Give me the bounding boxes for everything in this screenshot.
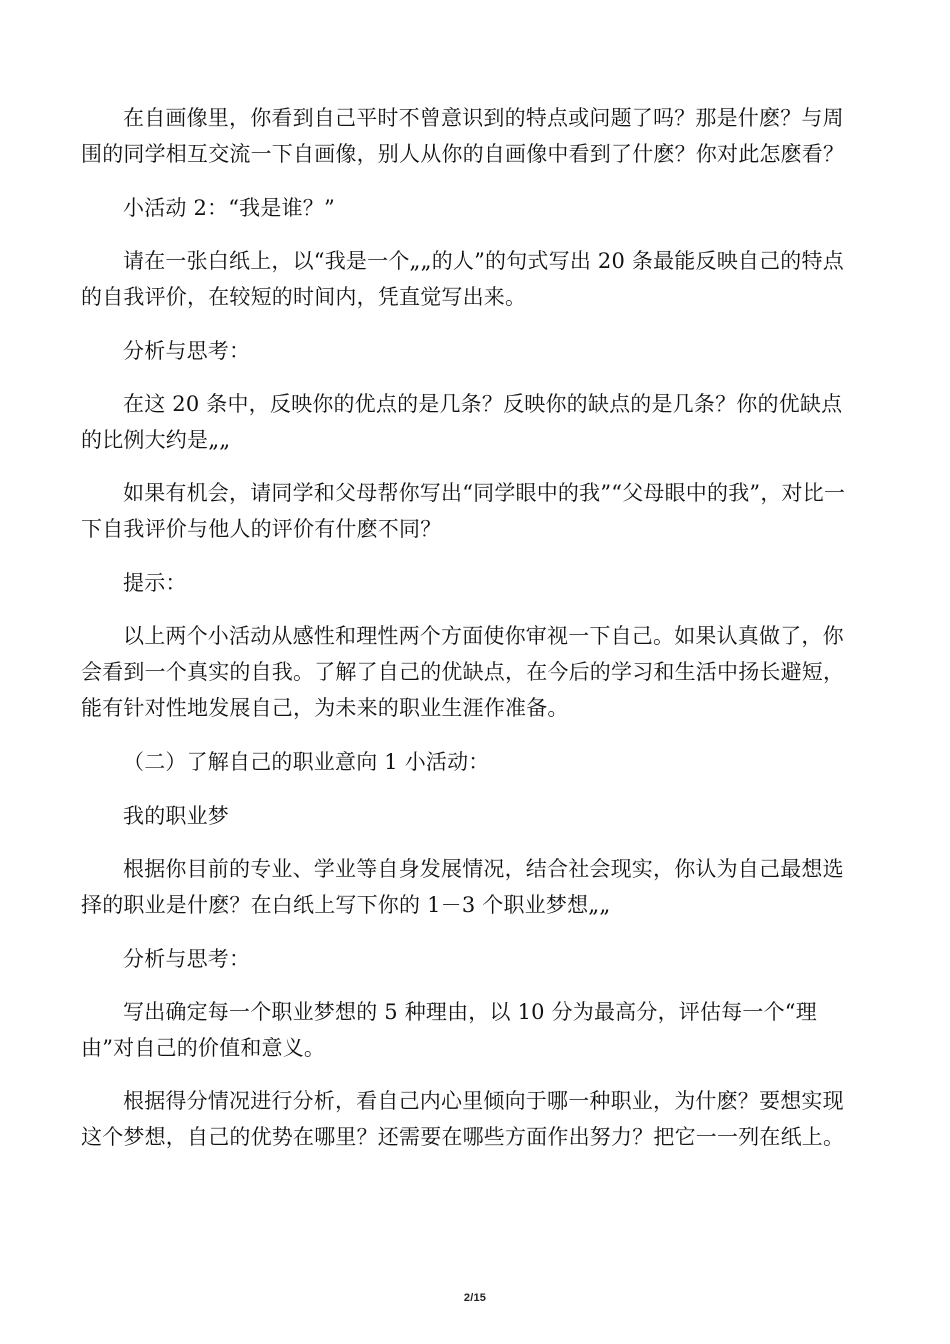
paragraph-tip-content: 以上两个小活动从感性和理性两个方面使你审视一下自己。如果认真做了，你会看到一个真实的自我。了解了自己的优缺点，在今后的学习和生活中扬长避短，能有针对性地发展自己，为未来的职业生涯作准备。 (81, 624, 845, 720)
paragraph-career-dream-instructions: 根据你目前的专业、学业等自身发展情况，结合社会现实，你认为自己最想选择的职业是什麽？在白纸上写下你的 1－3 个职业梦想„„ (81, 857, 844, 917)
paragraph-activity-2-title: 小活动 2：“我是谁？” (123, 196, 335, 220)
document-body (81, 100, 857, 1155)
page-number: 2/15 (463, 1292, 487, 1304)
paragraph-analysis-heading-2: 分析与思考： (123, 947, 251, 971)
paragraph-section-2-title: （二）了解自己的职业意向 1 小活动： (123, 750, 490, 774)
paragraph-career-dream-title: 我的职业梦 (123, 804, 229, 828)
paragraph-self-portrait-reflection: 在自画像里，你看到自己平时不曾意识到的特点或问题了吗？那是什麽？与周围的同学相互交流一下自画像，别人从你的自画像中看到了什麽？你对此怎麽看？ (81, 106, 845, 166)
paragraph-score-analysis: 根据得分情况进行分析，看自己内心里倾向于哪一种职业，为什麽？要想实现这个梦想，自己的优势在哪里？还需要在哪些方面作出努力？把它一一列在纸上。 (81, 1089, 845, 1149)
paragraph-analysis-heading-1: 分析与思考： (123, 339, 251, 363)
paragraph-reasons-scoring: 写出确定每一个职业梦想的 5 种理由，以 10 分为最高分，评估每一个“理由”对自己的价值和意义。 (81, 1000, 817, 1060)
paragraph-strengths-weaknesses: 在这 20 条中，反映你的优点的是几条？反映你的缺点的是几条？你的优缺点的比例大约是„„ (81, 392, 843, 452)
paragraph-activity-2-instructions: 请在一张白纸上，以“我是一个„„的人”的句式写出 20 条最能反映自己的特点的自我评价，在较短的时间内，凭直觉写出来。 (81, 249, 844, 309)
paragraph-peer-parent-evaluation: 如果有机会，请同学和父母帮你写出“同学眼中的我”“父母眼中的我”，对比一下自我评价与他人的评价有什麽不同？ (81, 481, 846, 541)
paragraph-tip-heading: 提示： (123, 571, 187, 595)
